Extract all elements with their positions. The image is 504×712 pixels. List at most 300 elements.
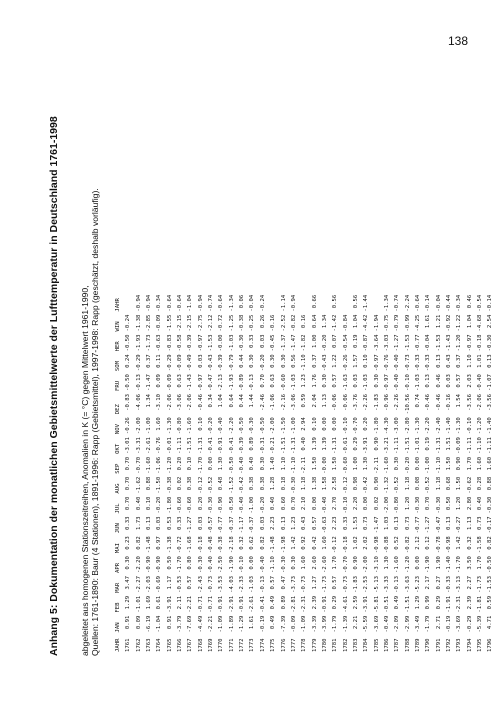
value-cell: -2.06 [187,394,194,411]
value-cell: -1.40 [446,556,452,573]
value-cell: -3.56 [487,394,494,411]
value-cell: -0.77 [218,516,225,534]
value-cell: 0.29 [332,595,339,610]
value-cell: -0.39 [239,437,246,454]
value-cell: -0.90 [218,496,225,514]
value-cell: -3.69 [373,615,380,633]
value-cell: -1.27 [394,334,401,352]
value-cell: 0.40 [270,496,277,511]
value-cell: -0.09 [456,437,463,454]
value-cell: -0.50 [487,556,494,573]
value-cell: -1.47 [290,334,297,352]
value-cell: -2.11 [373,456,380,474]
value-cell: 0.59 [301,394,308,408]
value-cell: -1.73 [146,334,153,352]
value-cell: 0.33 [125,516,132,530]
value-cell: 0.82 [259,536,266,550]
value-cell: 0.07 [332,334,339,348]
value-cell: 1.21 [435,314,442,329]
value-cell: -0.16 [270,314,277,332]
value-cell: -0.76 [156,437,163,454]
value-cell: -1.51 [404,437,411,454]
value-cell: 2.17 [425,575,432,590]
value-cell: -4.30 [383,417,390,435]
value-cell: -2.61 [146,437,153,454]
year-cell: 1778 [301,638,308,652]
value-cell: -1.00 [290,417,297,435]
value-cell: -0.99 [404,314,411,332]
table-row [196,292,206,652]
value-cell: 2.70 [332,496,339,511]
year-cell: 1780 [321,638,328,652]
year-cell: 1769 [208,638,215,652]
value-cell: 1.60 [321,536,328,550]
value-cell: -2.21 [208,615,215,633]
value-cell: -0.21 [270,437,277,454]
value-cell: 0.30 [280,354,287,368]
value-cell: -0.40 [239,456,246,474]
value-cell: -4.49 [197,615,204,633]
value-cell: -3.76 [352,394,359,411]
value-cell: 0.10 [197,417,204,431]
value-cell: -0.50 [259,417,266,435]
value-cell: -1.50 [280,417,287,435]
table-header-row [113,292,123,652]
value-cell: -1.58 [477,536,484,554]
value-cell: -2.46 [259,394,266,411]
value-cell: -0.97 [373,354,380,372]
value-cell: -4.06 [135,394,142,411]
value-cell: -0.24 [259,294,266,312]
value-cell: -0.30 [487,496,494,514]
value-cell: 1.10 [466,354,473,368]
value-cell: -2.53 [363,575,370,593]
value-cell: -0.94 [197,294,204,312]
value-cell: 0.10 [146,496,153,511]
value-cell: -0.12 [197,476,204,494]
value-cell: -0.43 [321,354,328,372]
value-cell: 0.91 [166,615,173,630]
value-cell: -0.34 [156,294,163,312]
value-cell: 2.04 [311,394,318,408]
value-cell: -2.15 [187,314,194,332]
value-cell: 1.04 [218,394,225,408]
value-cell: -0.90 [156,556,163,573]
year-cell: 1777 [290,638,297,652]
value-cell: -0.91 [321,595,328,613]
value-cell: -1.83 [373,394,380,411]
value-cell: 0.50 [446,496,452,511]
table-row [413,292,423,652]
value-cell: -1.10 [301,354,308,372]
year-cell: 1786 [383,638,390,652]
value-cell: 0.61 [156,595,163,610]
value-cell: -1.01 [414,437,421,454]
value-cell: -1.10 [270,556,277,573]
value-cell: -0.64 [414,294,421,312]
value-cell: -3.10 [373,556,380,573]
table-row [144,292,154,652]
value-cell: -3.79 [177,615,184,633]
value-cell: 0.40 [249,456,256,471]
value-cell: -0.06 [332,394,339,411]
value-cell: 1.13 [321,394,328,408]
value-cell: 0.30 [373,374,380,388]
value-cell: 0.64 [311,314,318,329]
value-cell: 1.60 [301,556,308,570]
value-cell: -0.29 [135,354,142,372]
value-cell: -0.41 [259,595,266,613]
value-cell: -3.73 [290,575,297,593]
value-cell: -1.93 [135,334,142,352]
value-cell: -0.46 [425,394,432,411]
value-cell: -0.10 [466,417,473,435]
value-cell: 0.24 [125,354,132,368]
value-cell: -0.24 [125,314,132,332]
value-cell: -1.51 [280,437,287,454]
value-cell: 1.10 [280,456,287,471]
value-cell: -0.97 [197,374,204,392]
value-cell: -0.12 [332,536,339,554]
page-number: 138 [447,34,468,48]
value-cell: -0.01 [166,437,173,454]
value-cell: -0.46 [197,394,204,411]
value-cell: -1.79 [425,615,432,633]
year-cell: 1794 [466,638,473,652]
value-cell: 4.71 [487,615,494,630]
value-cell: -1.73 [321,575,328,593]
value-cell: -1.03 [290,374,297,392]
value-cell: -2.24 [404,294,411,312]
value-cell: -3.99 [321,615,328,633]
table-row [175,292,185,652]
value-cell: -3.21 [383,437,390,454]
value-cell: -0.38 [166,476,173,494]
value-cell: 1.61 [249,615,256,630]
value-cell: -1.52 [228,476,235,494]
value-cell: -0.13 [259,575,266,593]
value-cell: -1.17 [239,516,246,534]
value-cell: 0.73 [477,516,484,530]
value-cell: -1.70 [177,556,184,573]
value-cell: 0.00 [208,456,215,471]
value-cell: -0.98 [446,536,452,554]
column-header: JAHR [115,638,121,652]
value-cell: 0.88 [487,476,494,491]
value-cell: 0.59 [487,595,494,610]
value-cell: 0.70 [290,496,297,511]
table-row [258,292,268,652]
value-cell: 2.23 [270,516,277,530]
value-cell: 0.13 [446,516,452,530]
value-cell: -3.33 [383,575,390,593]
value-cell: 0.73 [363,516,370,530]
value-cell: -0.40 [218,417,225,435]
value-cell: 0.92 [301,536,308,550]
value-cell: -2.40 [435,417,442,435]
value-cell: 1.90 [435,556,442,570]
table-row [123,292,133,652]
value-cell: -0.09 [177,354,184,372]
value-cell: 0.19 [352,334,359,348]
value-cell: 1.60 [156,417,163,431]
year-cell: 1790 [425,638,432,652]
year-cell: 1774 [259,638,266,652]
value-cell: -3.10 [156,394,163,411]
value-cell: 0.03 [259,516,266,530]
value-cell: 0.30 [270,354,277,368]
value-cell: 0.00 [363,496,370,511]
column-header: SEP [115,463,121,474]
year-cell: 1770 [218,638,225,652]
value-cell: -0.94 [290,294,297,312]
year-cell: 1779 [311,638,318,652]
table-row [289,292,299,652]
value-cell: -0.63 [156,334,163,352]
value-cell: 0.89 [249,437,256,451]
value-cell: -0.79 [394,314,401,332]
value-cell: -0.98 [373,536,380,554]
value-cell: -1.42 [332,314,339,332]
value-cell: 0.00 [414,456,421,471]
value-cell: -1.03 [414,374,421,392]
value-cell: 0.50 [166,556,173,570]
value-cell: 0.46 [435,374,442,388]
value-cell: 1.18 [404,476,411,491]
value-cell: 0.80 [187,556,194,570]
value-cell: -0.40 [208,556,215,573]
table-row [310,292,320,652]
value-cell: 0.57 [456,374,463,388]
value-cell: 0.37 [456,354,463,368]
table-row [237,292,247,652]
value-cell: -0.50 [239,417,246,435]
value-cell: -0.20 [404,456,411,474]
value-cell: 1.28 [270,476,277,491]
value-cell: 0.57 [187,575,194,590]
value-cell: 1.39 [321,437,328,451]
value-cell: 0.10 [363,354,370,368]
value-cell: -1.90 [228,556,235,573]
value-cell: -2.31 [301,595,308,613]
value-cell: 0.48 [218,476,225,491]
value-cell: 0.73 [404,516,411,530]
column-header: WIN [115,321,121,332]
value-cell: -2.00 [363,556,370,573]
value-cell: -2.13 [218,374,225,392]
value-cell: -0.30 [197,556,204,573]
value-cell: 2.12 [414,536,421,550]
value-cell: -2.26 [363,394,370,411]
value-cell: -0.62 [466,476,473,494]
value-cell: -0.76 [383,354,390,372]
value-cell: 0.49 [394,595,401,610]
value-cell: -0.49 [187,354,194,372]
value-cell: 1.60 [487,456,494,471]
value-cell: -4.61 [342,595,349,613]
value-cell: 0.12 [425,536,432,550]
value-cell: -1.31 [290,437,297,454]
value-cell: -4.25 [414,314,421,332]
value-cell: -0.91 [218,595,225,613]
value-cell: 0.43 [446,354,452,368]
value-cell: -1.48 [270,536,277,554]
value-cell: -0.30 [249,417,256,435]
value-cell: -0.10 [239,556,246,573]
value-cell: 0.30 [125,556,132,570]
value-cell: -1.22 [456,314,463,332]
value-cell: -1.68 [187,536,194,554]
value-cell: -1.40 [487,417,494,435]
column-header: AUG [115,483,121,494]
value-cell: -0.52 [394,476,401,494]
value-cell: 2.58 [332,476,339,491]
value-cell: 0.90 [373,476,380,491]
value-cell: 0.28 [477,476,484,491]
value-cell: -3.06 [290,394,297,411]
value-cell: 2.11 [177,595,184,610]
value-cell: -1.06 [270,394,277,411]
value-cell: -3.31 [135,437,142,454]
value-cell: 0.56 [352,294,359,309]
value-cell: -1.20 [456,334,463,352]
value-cell: -2.26 [394,394,401,411]
value-cell: -1.29 [239,615,246,633]
value-cell: 2.59 [352,595,359,610]
value-cell: 0.02 [373,496,380,511]
value-cell: 0.68 [446,476,452,491]
value-cell: -1.31 [332,437,339,454]
value-cell: -0.13 [394,575,401,593]
value-cell: -1.53 [435,334,442,352]
value-cell: -0.79 [228,354,235,372]
value-cell: -0.60 [177,496,184,514]
column-header: MAR [115,582,121,593]
value-cell: -0.54 [342,334,349,352]
value-cell: -2.99 [404,615,411,633]
value-cell: -0.42 [239,476,246,494]
value-cell: -0.39 [187,334,194,352]
value-cell: -0.26 [342,354,349,372]
value-cell: -0.82 [404,536,411,554]
column-header: DEZ [115,404,121,415]
value-cell: 0.08 [414,476,421,491]
value-cell: -0.51 [383,595,390,613]
value-cell: 2.54 [487,314,494,329]
value-cell: -0.53 [177,575,184,593]
value-cell: -0.41 [208,437,215,454]
value-cell: -1.20 [477,417,484,435]
value-cell: 2.02 [363,536,370,550]
value-cell: -1.03 [249,575,256,593]
value-cell: -1.53 [487,575,494,593]
value-cell: -0.10 [404,374,411,392]
value-cell: -0.30 [290,476,297,494]
value-cell: -0.34 [456,294,463,312]
value-cell: -0.64 [166,294,173,312]
table-row [475,292,485,652]
value-cell: -0.70 [342,556,349,573]
column-header: JAHR [115,298,121,312]
value-cell: -1.09 [301,615,308,633]
value-cell: -0.61 [342,437,349,454]
value-cell: -2.18 [228,536,235,554]
value-cell: -0.18 [477,334,484,352]
value-cell: -0.43 [208,354,215,372]
value-cell: -0.10 [342,417,349,435]
year-cell: 1772 [239,638,246,652]
value-cell: -1.94 [373,314,380,332]
value-cell: -0.63 [321,516,328,534]
table-row [454,292,464,652]
value-cell: 0.46 [466,294,473,309]
value-cell: -0.92 [446,314,452,332]
value-cell: 0.13 [425,374,432,388]
value-cell: 0.32 [466,536,473,550]
value-cell: 0.30 [394,456,401,471]
table-row [206,292,216,652]
value-cell: -0.64 [218,294,225,312]
value-cell: -0.45 [270,334,277,352]
appendix-heading: Anhang 5: Dokumentation der monatlichen Gebietsmittelwerte der Lufttemperatur in Deutschland 1761-1998 [48,116,60,656]
value-cell: -0.00 [321,456,328,474]
value-cell: -0.71 [208,595,215,613]
value-cell: -1.25 [228,314,235,332]
value-cell: 3.47 [125,575,132,590]
value-cell: -0.20 [208,417,215,435]
value-cell: 1.04 [466,314,473,329]
value-cell: 0.52 [394,536,401,550]
value-cell: -0.30 [435,496,442,514]
value-cell: -1.73 [477,575,484,593]
value-cell: -0.42 [363,476,370,494]
value-cell: -4.68 [477,314,484,332]
year-cell: 1781 [332,638,339,652]
value-cell: -1.70 [456,556,463,573]
value-cell: -3.53 [218,575,225,593]
value-cell: -0.73 [208,575,215,593]
value-cell: 1.34 [146,394,153,408]
value-cell: -0.13 [249,374,256,392]
value-cell: -0.60 [187,496,194,514]
value-cell: 1.22 [332,354,339,368]
year-cell: 1775 [270,638,277,652]
value-cell: 0.98 [352,476,359,491]
value-cell: -2.52 [280,314,287,332]
value-cell: -0.73 [301,575,308,593]
value-cell: 0.11 [156,354,163,368]
value-cell: -0.26 [125,417,132,435]
value-cell: -0.25 [249,314,256,332]
year-cell: 1783 [352,638,359,652]
column-header: FRU [115,380,121,392]
value-cell: -1.20 [166,456,173,474]
value-cell: -0.72 [177,536,184,554]
year-cell: 1767 [187,638,194,652]
value-cell: 1.01 [477,354,484,368]
value-cell: -0.30 [239,334,246,352]
table-row [134,292,144,652]
value-cell: -2.20 [135,556,142,573]
value-cell: 1.00 [352,456,359,471]
column-header: SOM [115,361,121,372]
subtitle-line: Quellen: 1761-1890: Baur (4 Stationen), 1891-1996: Rapp (Gebietsmittel), 1997-1998: Rapp (geschätzt, deshalb vorläufig). [90,188,100,656]
year-cell: 1762 [135,638,142,652]
value-cell: 1.04 [352,314,359,329]
value-cell: -0.14 [487,294,494,312]
value-cell: -0.97 [383,374,390,392]
value-cell: -0.71 [197,595,204,613]
